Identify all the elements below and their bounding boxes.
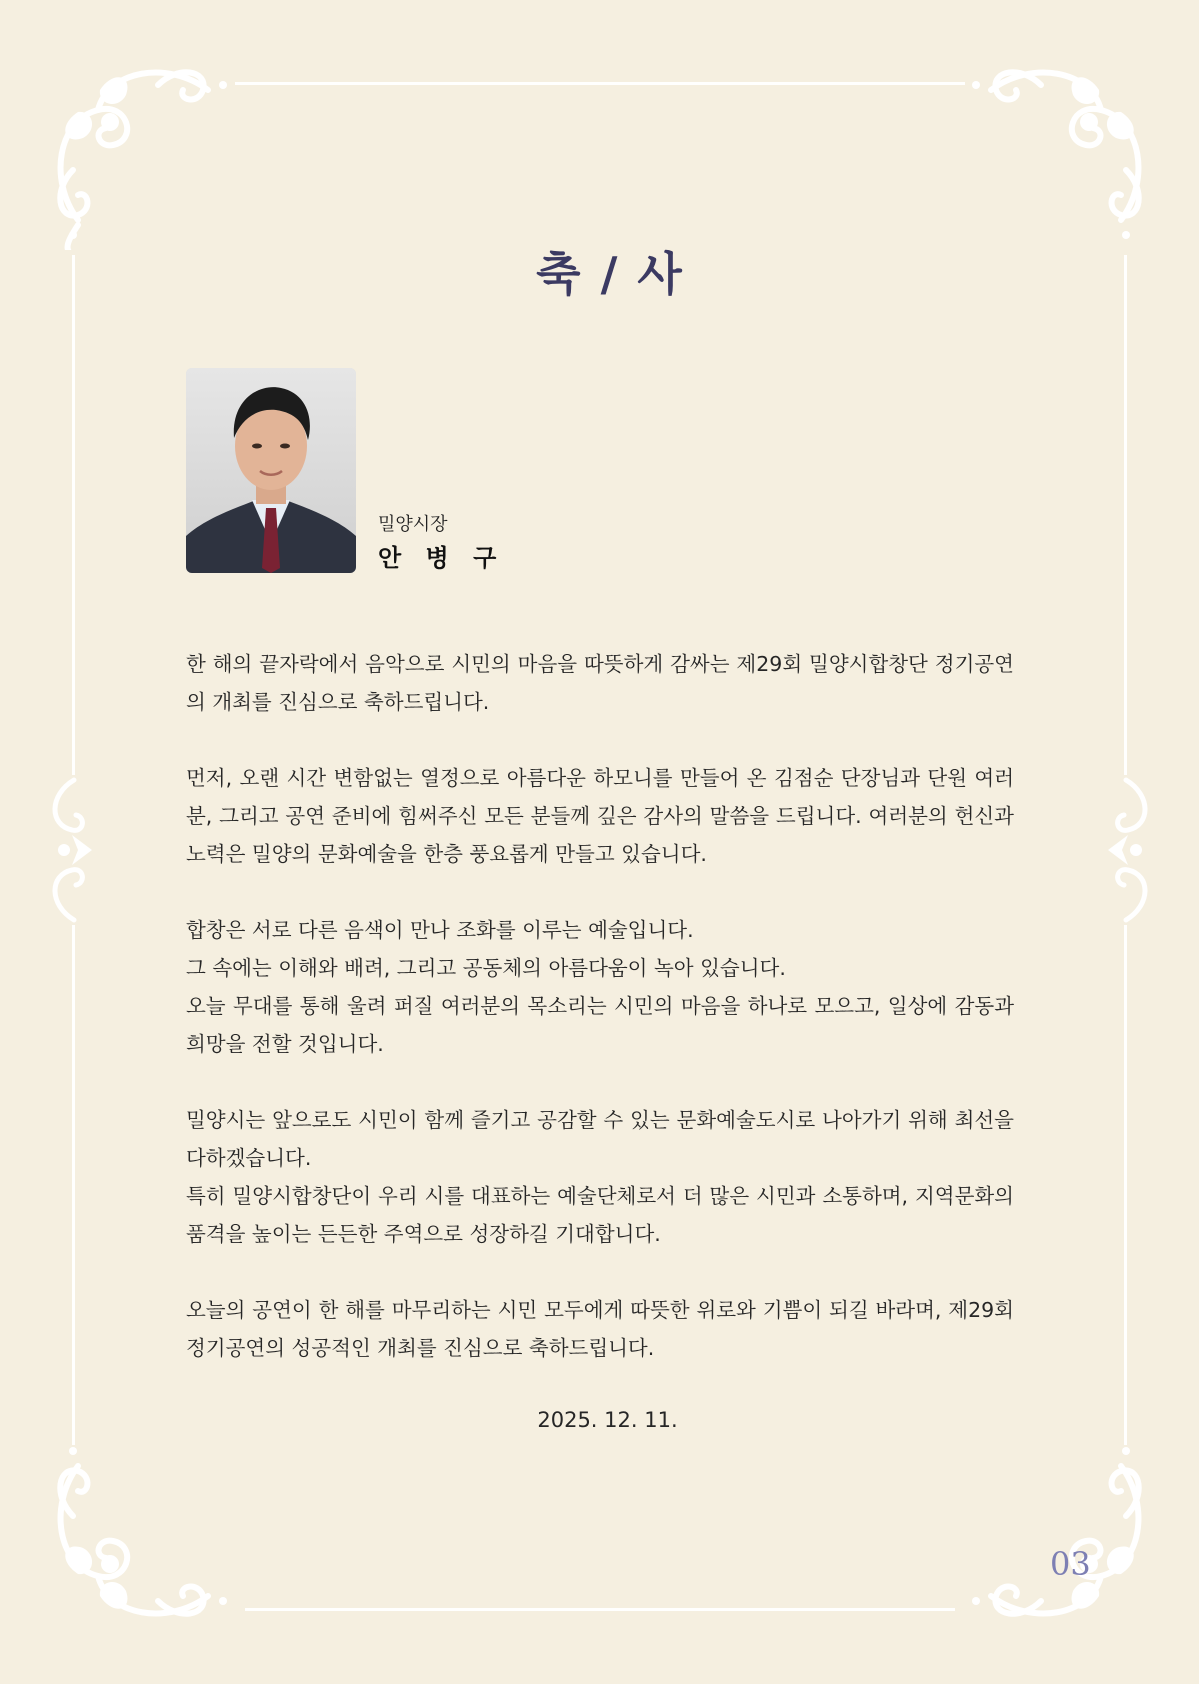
paragraph-line: 오늘의 공연이 한 해를 마무리하는 시민 모두에게 따뜻한 위로와 기쁨이 되길 바라며, 제29회 정기공연의 성공적인 개최를 진심으로 축하드립니다. [186, 1298, 1014, 1360]
paragraph-line: 먼저, 오랜 시간 변함없는 열정으로 아름다운 하모니를 만들어 온 김점순 단장님과 단원 여러분, 그리고 공연 준비에 힘써주신 모든 분들께 깊은 감사의 말씀을 드립니다. 여러분의 헌신과 노력은 밀양의 문화예술을 한층 풍요롭게 만들고 있습니다. [186, 766, 1014, 866]
body-paragraph [186, 645, 1014, 721]
frame-bottom-line [245, 1608, 955, 1611]
body-paragraph [186, 911, 1014, 1063]
side-ornament-icon [1096, 775, 1156, 925]
author-role: 밀양시장 [378, 514, 448, 535]
body-paragraph [186, 759, 1014, 873]
frame-right-line [1124, 925, 1127, 1445]
paragraph-line: 밀양시는 앞으로도 시민이 함께 즐기고 공감할 수 있는 문화예술도시로 나아가기 위해 최선을 다하겠습니다. [186, 1108, 1014, 1170]
paragraph-line: 그 속에는 이해와 배려, 그리고 공동체의 아름다움이 녹아 있습니다. [186, 956, 786, 980]
portrait-image [186, 368, 356, 573]
paragraph-line: 특히 밀양시합창단이 우리 시를 대표하는 예술단체로서 더 많은 시민과 소통하며, 지역문화의 품격을 높이는 든든한 주역으로 성장하길 기대합니다. [186, 1184, 1014, 1246]
letter-date: 2025. 12. 11. [537, 1408, 678, 1432]
paragraph-line: 한 해의 끝자락에서 음악으로 시민의 마음을 따뜻하게 감싸는 제29회 밀양시합창단 정기공연의 개최를 진심으로 축하드립니다. [186, 652, 1014, 714]
body-paragraph [186, 1101, 1014, 1253]
corner-ornament-icon [38, 1436, 238, 1636]
page-title: 축 / 사 [536, 247, 684, 301]
page-number: 03 [1050, 1545, 1091, 1583]
paragraph-line: 합창은 서로 다른 음색이 만나 조화를 이루는 예술입니다. [186, 918, 694, 942]
body-paragraph [186, 1291, 1014, 1367]
paragraph-line: 오늘 무대를 통해 울려 퍼질 여러분의 목소리는 시민의 마음을 하나로 모으고, 일상에 감동과 희망을 전할 것입니다. [186, 994, 1014, 1056]
author-portrait [186, 368, 356, 573]
frame-left-line [72, 255, 75, 775]
letter-body [186, 645, 1014, 1405]
frame-top-line [235, 82, 965, 85]
corner-ornament-icon [961, 1436, 1161, 1636]
corner-ornament-icon [961, 50, 1161, 250]
corner-ornament-icon [38, 50, 238, 250]
author-name: 안 병 구 [378, 544, 505, 572]
frame-left-line [72, 925, 75, 1445]
side-ornament-icon [44, 775, 104, 925]
frame-right-line [1124, 255, 1127, 775]
